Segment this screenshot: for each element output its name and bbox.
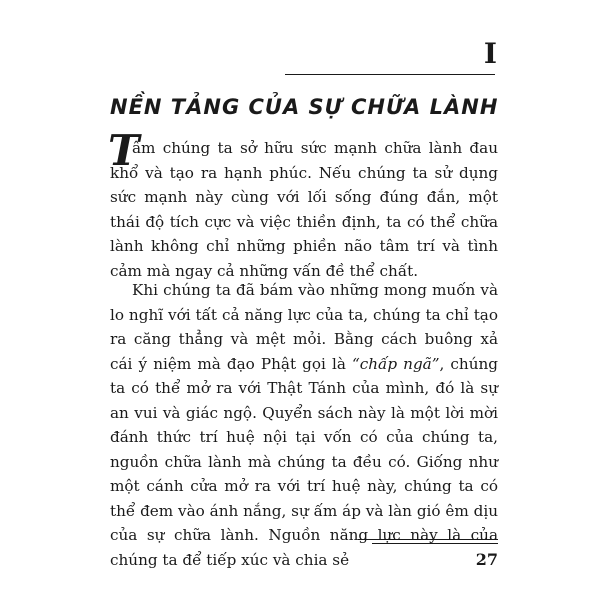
paragraph-1-text: âm chúng ta sở hữu sức mạnh chữa lành đau khổ và tạo ra hạnh phúc. Nếu chúng ta sử dụng sức mạnh này cùng với lối sống đúng đắn, một thái độ tích cực và việc thiền định, ta có thể chữa lành không chỉ những phiền não tâm trí và tình cảm mà ngay cả những vấn đề thể chất. <box>110 139 498 280</box>
page-number: 27 <box>475 550 498 569</box>
paragraph-2 <box>110 278 498 572</box>
chapter-number: I <box>483 37 497 70</box>
drop-cap: T <box>108 126 140 175</box>
paragraph-2-emphasis: “chấp ngã” <box>351 354 440 373</box>
chapter-rule <box>285 74 495 75</box>
chapter-title: NỀN TẢNG CỦA SỰ CHỮA LÀNH <box>110 95 499 119</box>
paragraph-2-text-a: Khi chúng ta đã bám vào những mong muốn và lo nghĩ với tất cả năng lực của ta, chúng ta chỉ tạo ra căng thẳng và mệt mỏi. Bằng cách buông xả cái ý niệm mà đạo Phật gọi là <box>110 281 498 373</box>
footer-rule-top <box>358 539 498 540</box>
paragraph-2-text-b: , chúng ta có thể mở ra với Thật Tánh của mình, đó là sự an vui và giác ngộ. Quyển sách này là một lời mời đánh thức trí huệ nội tại vốn có của chúng ta, nguồn chữa lành mà chúng ta đều có. Giống như một cánh cửa mở ra với trí huệ này, chúng ta có thể đem vào ánh nắng, sự ấm áp và làn gió êm dịu của sự chữa lành. Nguồn năng lực này là của chúng ta để tiếp xúc và chia sẻ <box>110 354 498 569</box>
paragraph-1 <box>110 136 498 283</box>
footer-rule-bottom <box>372 543 498 544</box>
